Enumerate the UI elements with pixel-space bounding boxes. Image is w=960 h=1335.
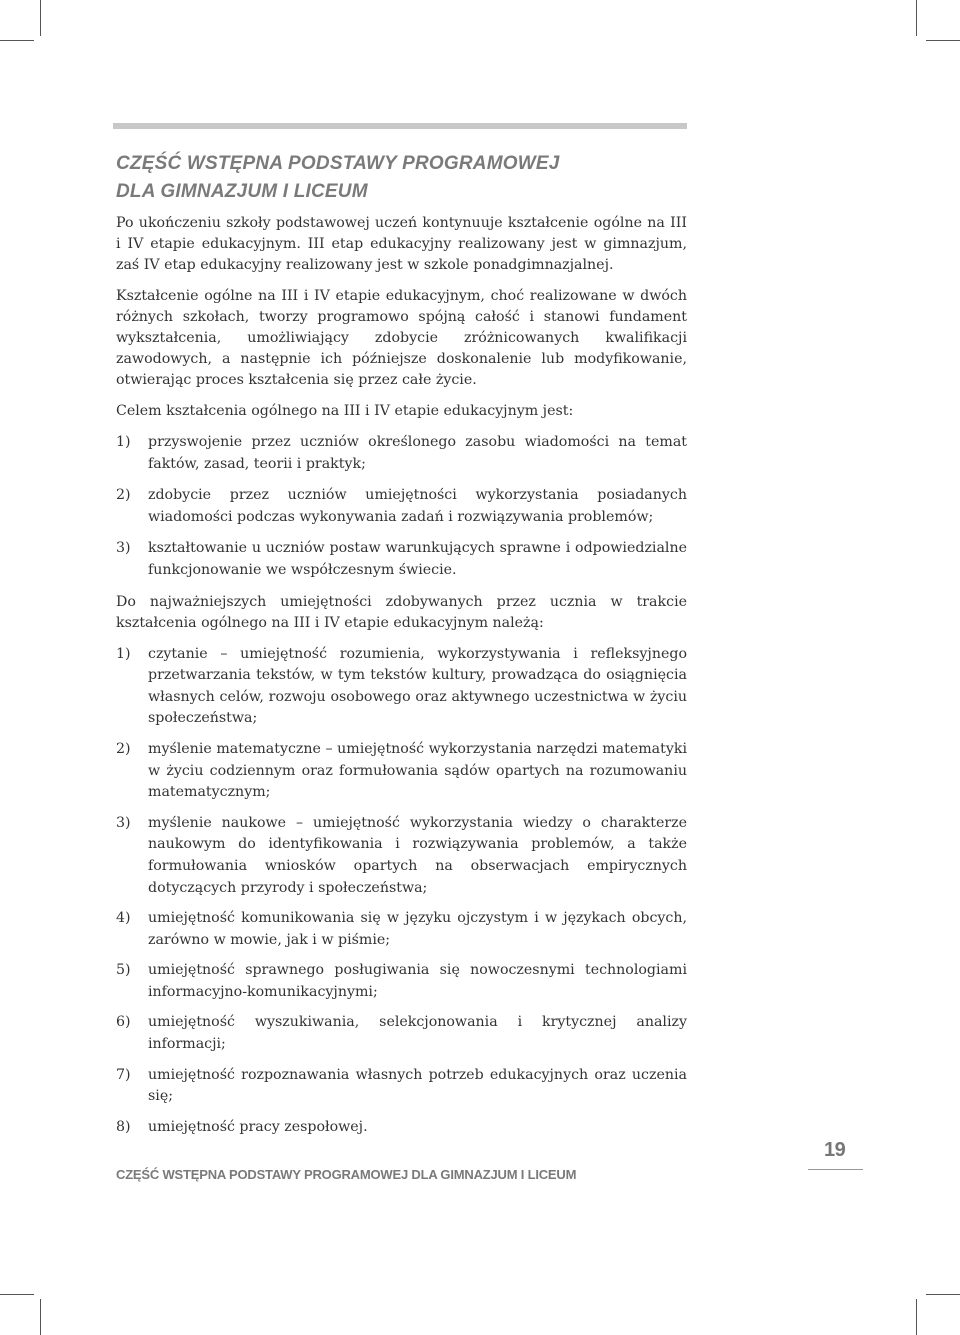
- page-content: [116, 150, 687, 1148]
- running-footer-title: CZĘŚĆ WSTĘPNA PODSTAWY PROGRAMOWEJ DLA GIMNAZJUM I LICEUM: [116, 1167, 577, 1182]
- list-item-text: umiejętność rozpoznawania własnych potrzeb edukacyjnych oraz uczenia się;: [148, 1066, 687, 1105]
- list-item: [116, 485, 687, 528]
- skills-list: [116, 644, 687, 1139]
- list-item: [116, 1065, 687, 1108]
- crop-mark-left-bottom: [0, 1294, 34, 1295]
- list-item-text: myślenie matematyczne – umiejętność wykorzystania narzędzi matematyki w życiu codziennym oraz formułowania sądów opartych na rozumowaniu matematycznym;: [148, 740, 687, 801]
- list-item: [116, 1117, 687, 1139]
- list-item: [116, 739, 687, 804]
- list-item-number: 5): [116, 962, 131, 979]
- list-item-number: 8): [116, 1118, 131, 1135]
- list-item-text: umiejętność komunikowania się w języku ojczystym i w językach obcych, zarówno w mowie, jak i w piśmie;: [148, 910, 687, 948]
- list-item: [116, 1012, 687, 1055]
- header-rule: [113, 123, 687, 129]
- list-item-text: umiejętność pracy zespołowej.: [148, 1118, 368, 1135]
- page-number-rule: [808, 1169, 863, 1170]
- list-item-number: 7): [116, 1066, 131, 1083]
- page-number: 19: [824, 1139, 846, 1161]
- crop-mark-left-top: [0, 40, 34, 41]
- list-item-text: czytanie – umiejętność rozumienia, wykorzystywania i refleksyjnego przetwarzania tekstów, w tym tekstów kultury, prowadząca do osiągnięcia własnych celów, rozwoju osobowego oraz aktywnego uczestnictwa w życiu społeczeństwa;: [148, 645, 687, 727]
- section-title: [116, 150, 687, 206]
- list-item: [116, 432, 687, 475]
- foundation-paragraph: Kształcenie ogólne na III i IV etapie edukacyjnym, choć realizowane w dwóch różnych szkołach, tworzy programowo spójną całość i stanowi fundament wykształcenia, umożliwiający zdobycie zróżnicowanych kwalifikacji zawodowych, a następnie ich późniejsze doskonalenie lub modyfikowanie, otwierając proces kształcenia się przez całe życie.: [116, 288, 687, 388]
- list-item-number: 1): [116, 434, 131, 450]
- crop-mark-top-right: [916, 0, 917, 36]
- goals-intro: Celem kształcenia ogólnego na III i IV etapie edukacyjnym jest:: [116, 403, 574, 419]
- list-item: [116, 538, 687, 581]
- list-item-text: przyswojenie przez uczniów określonego zasobu wiadomości na temat faktów, zasad, teorii i praktyk;: [148, 434, 687, 472]
- list-item-number: 1): [116, 645, 131, 662]
- crop-mark-right-bottom: [926, 1294, 960, 1295]
- skills-intro: Do najważniejszych umiejętności zdobywanych przez ucznia w trakcie kształcenia ogólnego na III i IV etapie edukacyjnym należą:: [116, 593, 687, 631]
- section-title-line-1: CZĘŚĆ WSTĘPNA PODSTAWY PROGRAMOWEJ: [116, 153, 560, 174]
- list-item: [116, 908, 687, 951]
- list-item-number: 2): [116, 487, 131, 504]
- list-item-text: umiejętność sprawnego posługiwania się nowoczesnymi technologiami informacyjno-komunikacyjnymi;: [148, 962, 687, 1000]
- list-item-number: 3): [116, 540, 131, 557]
- list-item-number: 6): [116, 1014, 131, 1031]
- list-item-text: kształtowanie u uczniów postaw warunkujących sprawne i odpowiedzialne funkcjonowanie we współczesnym świecie.: [148, 540, 687, 578]
- section-title-line-2: DLA GIMNAZJUM I LICEUM: [116, 181, 368, 202]
- list-item: [116, 813, 687, 899]
- list-item-number: 4): [116, 910, 131, 927]
- crop-mark-bottom-left: [40, 1299, 41, 1335]
- list-item-text: zdobycie przez uczniów umiejętności wykorzystania posiadanych wiadomości podczas wykonywania zadań i rozwiązywania problemów;: [148, 487, 687, 525]
- crop-mark-bottom-right: [916, 1299, 917, 1335]
- list-item: [116, 644, 687, 730]
- list-item-number: 2): [116, 740, 131, 757]
- list-item-number: 3): [116, 814, 131, 831]
- goals-list: [116, 432, 687, 582]
- crop-mark-top-left: [40, 0, 41, 36]
- list-item: [116, 960, 687, 1003]
- crop-mark-right-top: [926, 40, 960, 41]
- list-item-text: myślenie naukowe – umiejętność wykorzystania wiedzy o charakterze naukowym do identyfikowania i rozwiązywania problemów, a także formułowania wniosków opartych na obserwacjach empirycznych dotyczących przyrody i społeczeństwa;: [148, 814, 687, 896]
- list-item-text: umiejętność wyszukiwania, selekcjonowania i krytycznej analizy informacji;: [148, 1014, 687, 1053]
- intro-paragraph: Po ukończeniu szkoły podstawowej uczeń kontynuuje kształcenie ogólne na III i IV etapie edukacyjnym. III etap edukacyjny realizowany jest w gimnazjum, zaś IV etap edukacyjny realizowany jest w szkole ponadgimnazjalnej.: [116, 215, 687, 273]
